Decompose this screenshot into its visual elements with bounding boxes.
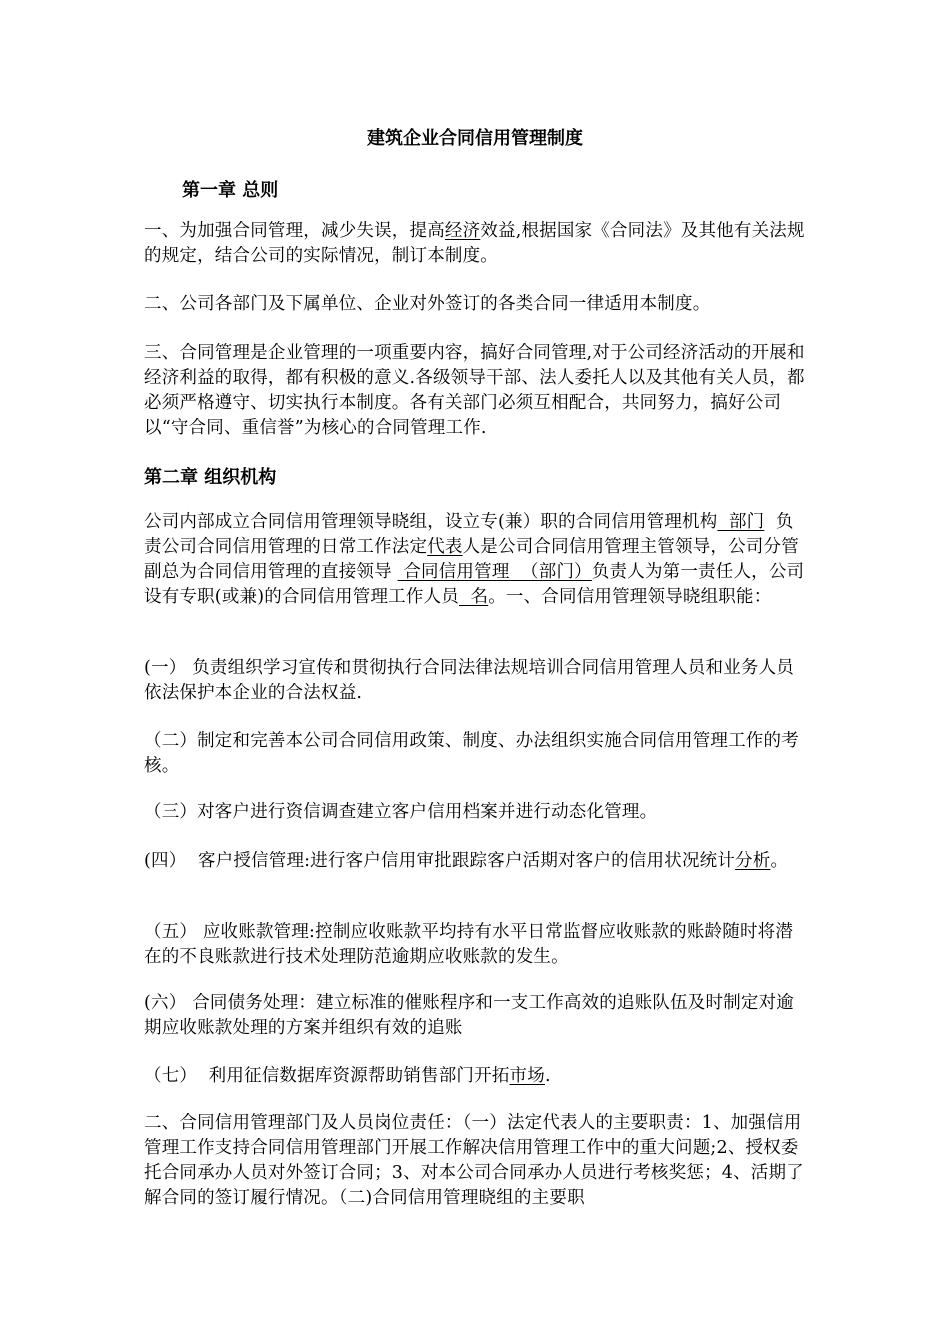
text-run: 负责公司合同信用管理的日常工作法定 [144, 512, 794, 557]
paragraph-12: 二、合同信用管理部门及人员岗位责任：（一）法定代表人的主要职责：1、加强信用管理工作支持合同信用管理部门开展工作解决信用管理工作中的重大问题;2、授权委托合同承办人员对外签订合同；3、对本公司合同承办人员进行考核奖惩；4、活期了解合同的签订履行情况。（二)合同信用管理晓组的主要职 [144, 1113, 804, 1208]
underlined-text: 经济 [444, 221, 481, 241]
underlined-text: 代表 [427, 537, 463, 557]
paragraph-3: 三、合同管理是企业管理的一项重要内容，搞好合同管理,对于公司经济活动的开展和经济利益的取得，都有积极的意义.各级领导干部、法人委托人以及其他有关人员，都必须严格遵守、切实执行本制度。各有关部门必须互相配合，共同努力，搞好公司以“守合同、重信誉”为核心的合同管理工作. [144, 343, 805, 438]
text-run: （七） 利用征信数据库资源帮助销售部门开拓 [144, 1066, 510, 1086]
underlined-text: 部门 [717, 512, 765, 532]
paragraph-7: （三）对客户进行资信调查建立客户信用档案并进行动态化管理。 [144, 802, 658, 822]
paragraph-11 [144, 1064, 808, 1089]
paragraph-8 [144, 849, 808, 874]
text-run: 效益,根据国家《合同法》及其他有关法规的规定，结合公司的实际情况，制订本制度。 [144, 221, 805, 266]
paragraph-5: (一） 负责组织学习宣传和贯彻执行合同法律法规培训合同信用管理人员和业务人员依法保护本企业的合法权益. [144, 658, 794, 703]
text-run: 负责人为第一责任人，公司设有专职(或兼)的合同信用管理工作人员 [144, 562, 805, 607]
paragraph-10: (六） 合同债务处理：建立标准的催账程序和一支工作高效的追账队伍及时制定对逾期应收账款处理的方案并组织有效的追账 [144, 993, 794, 1038]
chapter-2-heading: 第二章 组织机构 [144, 467, 277, 488]
document-title: 建筑企业合同信用管理制度 [367, 128, 583, 149]
chapter-1-heading: 第一章 总则 [182, 180, 279, 201]
text-run: (四） 客户授信管理:进行客户信用审批跟踪客户活期对客户的信用状况统计 [144, 851, 736, 871]
underlined-text: 分析 [735, 851, 771, 871]
text-run: . [544, 1066, 551, 1086]
text-run: 人是公司合同信用管理主管领导，公司分管副总为合同信用管理的直接领导 [144, 537, 799, 582]
paragraph-1 [144, 219, 808, 269]
paragraph-6: （二）制定和完善本公司合同信用政策、制度、办法组织实施合同信用管理工作的考核。 [144, 731, 799, 776]
text-run: 。 [770, 851, 789, 871]
underlined-text: 市场 [509, 1066, 545, 1086]
paragraph-4 [144, 510, 808, 610]
paragraph-9: （五） 应收账款管理:控制应收账款平均持有水平日常监督应收账款的账龄随时将潜在的不良账款进行技术处理防范逾期应收账款的发生。 [144, 922, 794, 967]
text-run: 。一、合同信用管理领导晓组职能： [488, 587, 772, 607]
text-run: 一、为加强合同管理，减少失误，提高 [144, 221, 445, 241]
underlined-text: 名 [458, 587, 489, 607]
paragraph-2: 二、公司各部门及下属单位、企业对外签订的各类合同一律适用本制度。 [144, 294, 711, 314]
text-run: 公司内部成立合同信用管理领导晓组，设立专(兼）职的合同信用管理机构 [144, 512, 718, 532]
underlined-text: 合同信用管理 （部门） [397, 562, 592, 582]
